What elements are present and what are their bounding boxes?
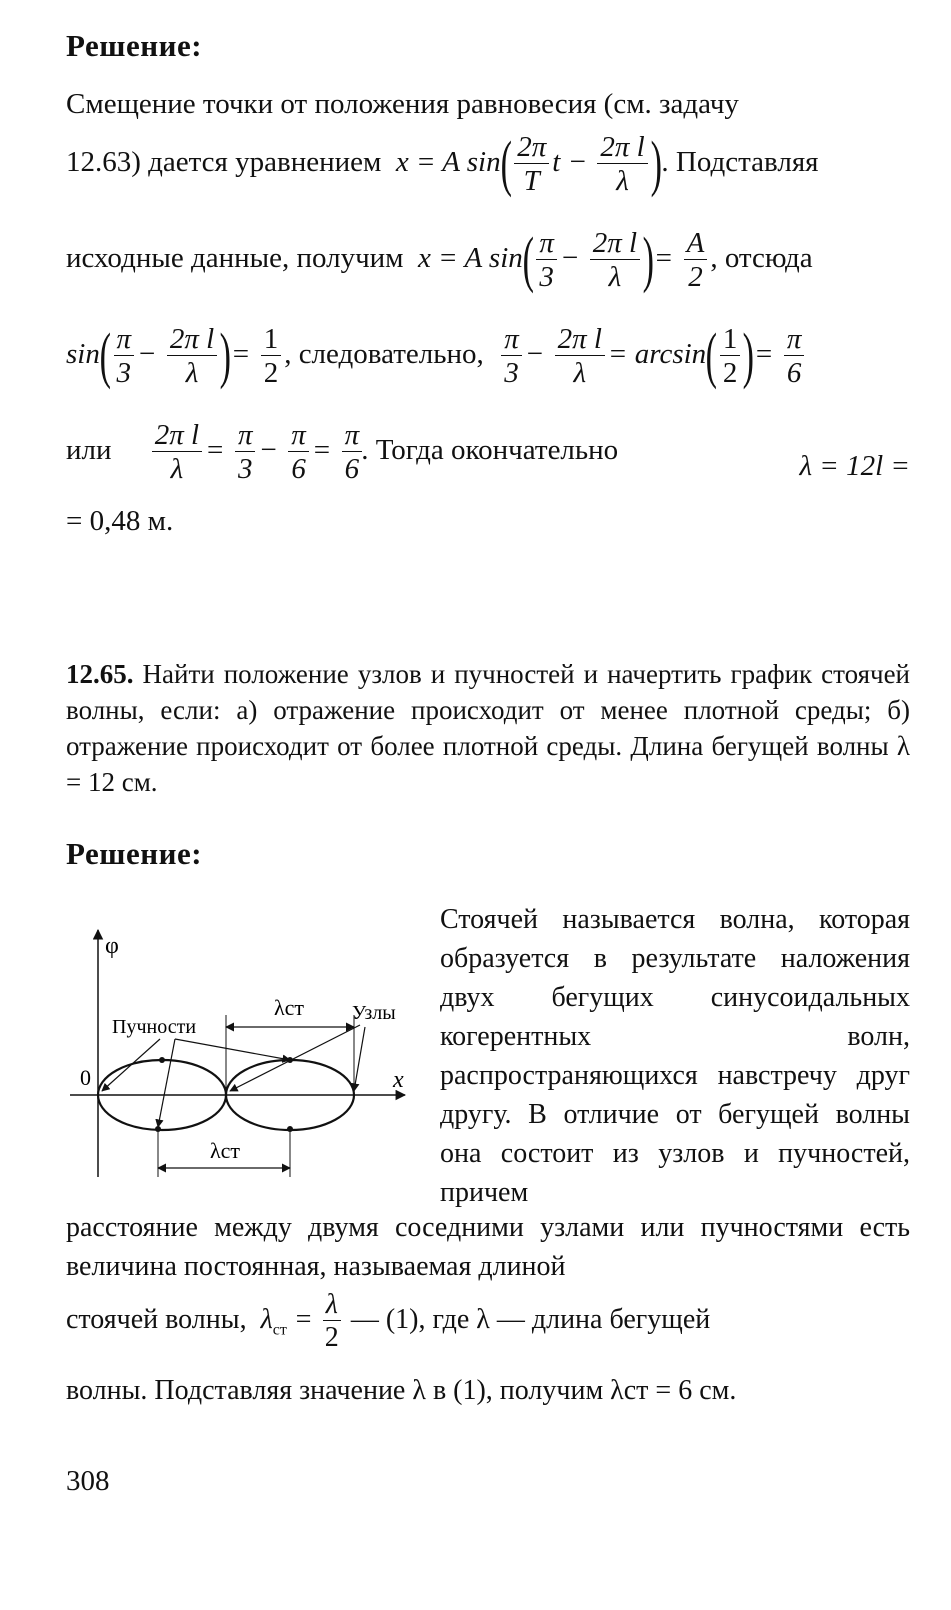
solution-text-line-with-equation: [66, 324, 807, 389]
solution-final-line: волны. Подставляя значение λ в (1), получим λст = 6 см.: [66, 1375, 737, 1406]
standing-wave-figure: [60, 915, 420, 1185]
antinode-point: [287, 1057, 293, 1063]
lambda-top-label: λст: [274, 995, 305, 1020]
solution-text-line-with-equation: [66, 420, 910, 485]
pointer-line: [158, 1039, 175, 1127]
pointer-line: [175, 1039, 290, 1060]
standing-wavelength-equation: $\lambda_{ст}$ = $\frac{\lambda}{2}$: [254, 1304, 344, 1335]
x-axis-label: x: [393, 1067, 404, 1093]
pointer-line: [102, 1039, 160, 1091]
text-fragment: 12.63) дается уравнением: [66, 146, 382, 179]
pointer-line: [230, 1025, 360, 1091]
final-answer: = 0,48 м.: [66, 505, 174, 537]
text-fragment: , отсюда: [710, 242, 813, 275]
solution-text-line: Смещение точки от положения равновесия (см. задачу: [66, 88, 739, 120]
pointer-line: [354, 1027, 365, 1091]
text-fragment: исходные данные, получим: [66, 242, 404, 275]
page-number: 308: [66, 1465, 110, 1497]
solution-heading: Решение:: [66, 836, 203, 871]
sine-equation: sin( $\frac{\pi}{3}$ − $\frac{\text{2π l}}{\lambda}$ )= $\frac{1}{2}$: [66, 338, 284, 370]
problem-number: 12.65.: [66, 659, 134, 689]
arcsin-equation: $\frac{\pi}{3}$ − $\frac{\text{2π l}}{\lambda}$ = arcsin( $\frac{1}{2}$ )= $\frac{\pi}{6}$: [491, 338, 807, 370]
solution-text-line-with-equation: [66, 132, 819, 197]
displacement-equation: x = A sin( $\frac{2\pi}{T}$ t − $\frac{\text{2π l}}{\lambda}$ ): [388, 130, 662, 199]
text-fragment: стоячей волны,: [66, 1303, 247, 1335]
lambda-bottom-label: λст: [210, 1138, 241, 1163]
problem-statement: [66, 656, 910, 800]
problem-text: Найти положение узлов и пучностей и начертить график стоячей волны, если: а) отражение происходит от менее плотной среды; б) отражение происходит от более плотной среды. Длина бегущей волны λ = 12 см.: [66, 659, 911, 797]
substituted-equation: x = A sin( $\frac{\pi}{3}$ − $\frac{\text{2π l}}{\lambda}$ )= $\frac{A}{2}$: [411, 242, 711, 274]
wavelength-result: λ = 12l =: [799, 450, 910, 482]
nodes-label: Узлы: [352, 1002, 396, 1024]
text-fragment: или: [66, 434, 112, 467]
result-fraction-equation: $\frac{\text{2π l}}{\lambda}$ = $\frac{\pi}{3}$ − $\frac{\pi}{6}$ = $\frac{\pi}{6}$: [149, 434, 365, 466]
solution-text-line-with-equation: [66, 1290, 710, 1353]
solution-paragraph: расстояние между двумя соседними узлами или пучностями есть величина постоянная, называемая длиной: [66, 1212, 910, 1282]
origin-label: 0: [80, 1065, 91, 1090]
antinode-point: [155, 1126, 161, 1132]
solution-side-paragraph: Стоячей называется волна, которая образуется в результате наложения двух бегущих синусоидальных когерентных волн, распространяющихся навстречу друг другу. В отличие от бегущей волны она состоит из узлов и пучностей, причем: [440, 904, 910, 1208]
text-fragment: , следовательно,: [284, 338, 484, 371]
solution-text-line-with-equation: [66, 228, 813, 293]
antinode-point: [159, 1057, 165, 1063]
y-axis-label: φ: [105, 933, 119, 959]
text-fragment: . Подставляя: [661, 146, 819, 179]
text-fragment: — (1), где λ — длина бегущей: [350, 1303, 711, 1335]
solution-heading: Решение:: [66, 28, 203, 63]
text-fragment: . Тогда окончательно: [361, 434, 619, 467]
antinode-point: [287, 1126, 293, 1132]
antinodes-label: Пучности: [112, 1016, 197, 1038]
